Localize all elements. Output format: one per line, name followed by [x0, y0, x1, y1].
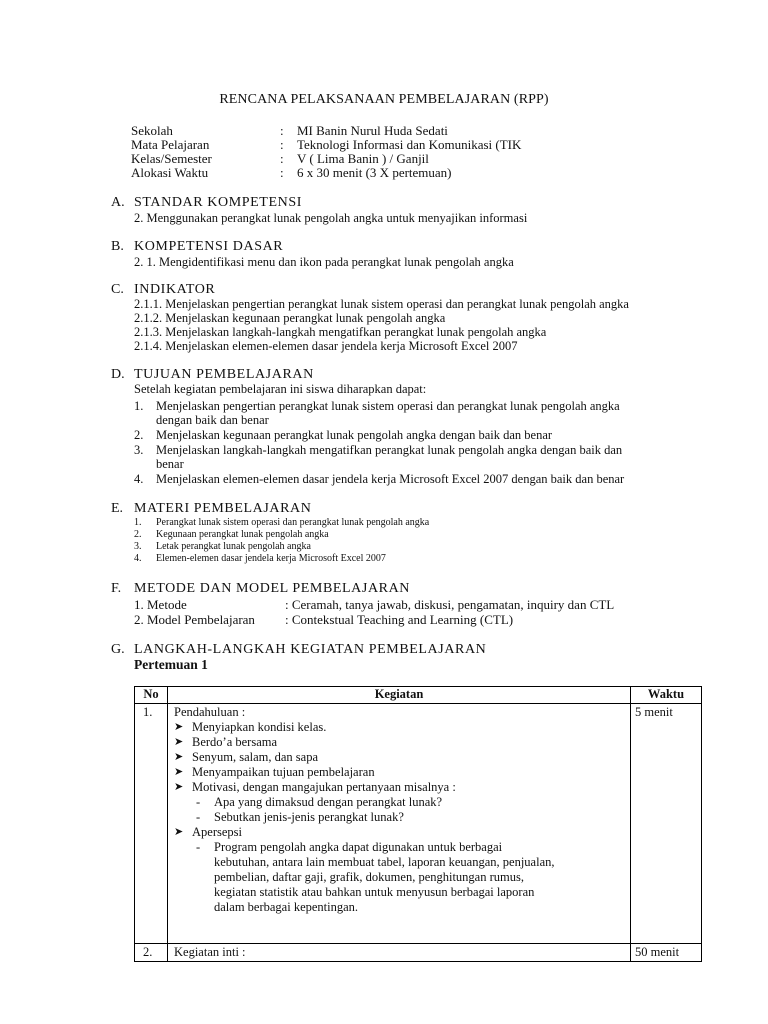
section-d-heading: TUJUAN PEMBELAJARAN — [134, 367, 314, 382]
objective-text: Menjelaskan kegunaan perangkat lunak pengolah angka dengan baik dan benar — [156, 428, 553, 442]
model-label: 2. Model Pembelajaran — [134, 612, 255, 627]
activity-item: Motivasi, dengan mangajukan pertanyaan misalnya : — [192, 780, 456, 794]
model-value: : Contekstual Teaching and Learning (CTL) — [285, 612, 514, 627]
arrow-bullet-icon: ➤ — [174, 781, 184, 793]
activity-heading: Pendahuluan : — [174, 705, 246, 719]
section-d-intro: Setelah kegiatan pembelajaran ini siswa diharapkan dapat: — [134, 382, 427, 396]
paragraph-line: pembelian, daftar gaji, grafik, dokumen, penghitungan rumus, — [214, 870, 524, 884]
meeting-subheading: Pertemuan 1 — [134, 657, 208, 672]
objective-number: 4. — [134, 472, 144, 486]
activity-item: Menyiapkan kondisi kelas. — [192, 720, 327, 734]
indicator-item: 2.1.2. Menjelaskan kegunaan perangkat lunak pengolah angka — [134, 311, 446, 325]
duration-value: 5 menit — [635, 705, 673, 719]
row-number: 2. — [143, 945, 153, 959]
section-b-heading: KOMPETENSI DASAR — [134, 239, 284, 254]
objective-text-cont: benar — [156, 457, 184, 471]
dash-bullet: - — [196, 810, 201, 824]
header-kegiatan: Kegiatan — [168, 687, 631, 704]
indicator-item: 2.1.1. Menjelaskan pengertian perangkat lunak sistem operasi dan perangkat lunak pengolah angka — [134, 297, 629, 311]
section-g-heading: LANGKAH-LANGKAH KEGIATAN PEMBELAJARAN — [134, 642, 487, 657]
identity-label-subject: Mata Pelajaran — [131, 137, 210, 152]
objective-text: Menjelaskan langkah-langkah mengatifkan perangkat lunak pengolah angka dengan baik dan — [156, 443, 623, 457]
apersepsi-paragraph — [214, 840, 626, 915]
section-g-letter: G. — [111, 642, 125, 657]
objective-text-cont: dengan baik dan benar — [156, 413, 269, 427]
method-label: 1. Metode — [134, 597, 187, 612]
section-c-heading: INDIKATOR — [134, 282, 216, 297]
objective-text: Menjelaskan elemen-elemen dasar jendela kerja Microsoft Excel 2007 dengan baik dan benar — [156, 472, 625, 486]
section-f-letter: F. — [111, 581, 122, 596]
section-a-line: 2. Menggunakan perangkat lunak pengolah angka untuk menyajikan informasi — [134, 211, 528, 225]
header-waktu: Waktu — [631, 687, 702, 704]
apersepsi-label: Apersepsi — [192, 825, 242, 839]
paragraph-line: dalam berbagai kepentingan. — [214, 900, 359, 914]
method-value: : Ceramah, tanya jawab, diskusi, pengamatan, inquiry dan CTL — [285, 597, 615, 612]
document-title: RENCANA PELAKSANAAN PEMBELAJARAN (RPP) — [219, 92, 549, 107]
dash-bullet: - — [196, 840, 201, 854]
activity-item: Menyampaikan tujuan pembelajaran — [192, 765, 375, 779]
objective-number: 3. — [134, 443, 144, 457]
material-text: Kegunaan perangkat lunak pengolah angka — [156, 529, 329, 540]
identity-value-school: MI Banin Nurul Huda Sedati — [297, 123, 448, 138]
section-a-heading: STANDAR KOMPETENSI — [134, 195, 302, 210]
arrow-bullet-icon: ➤ — [174, 751, 184, 763]
identity-value-time: 6 x 30 menit (3 X pertemuan) — [297, 165, 452, 180]
section-b-line: 2. 1. Mengidentifikasi menu dan ikon pada perangkat lunak pengolah angka — [134, 255, 514, 269]
arrow-bullet-icon: ➤ — [174, 736, 184, 748]
identity-colon: : — [280, 123, 284, 138]
objective-number: 1. — [134, 399, 144, 413]
paragraph-line: kegiatan statistik atau bahkan untuk menyusun berbagai laporan — [214, 885, 535, 899]
header-no: No — [135, 687, 168, 704]
activity-heading: Kegiatan inti : — [174, 945, 246, 959]
paragraph-line: kebutuhan, antara lain membuat tabel, laporan keuangan, penjualan, — [214, 855, 555, 869]
section-e-heading: MATERI PEMBELAJARAN — [134, 501, 312, 516]
indicator-item: 2.1.3. Menjelaskan langkah-langkah mengatifkan perangkat lunak pengolah angka — [134, 325, 547, 339]
material-number: 4. — [134, 553, 142, 564]
objective-number: 2. — [134, 428, 144, 442]
material-number: 3. — [134, 541, 142, 552]
identity-value-class: V ( Lima Banin ) / Ganjil — [297, 151, 429, 166]
row-number: 1. — [143, 705, 153, 719]
material-number: 2. — [134, 529, 142, 540]
identity-label-class: Kelas/Semester — [131, 151, 212, 166]
question-item: Sebutkan jenis-jenis perangkat lunak? — [214, 810, 404, 824]
activity-table — [134, 686, 702, 962]
dash-bullet: - — [196, 795, 201, 809]
duration-value: 50 menit — [635, 945, 680, 959]
objective-text: Menjelaskan pengertian perangkat lunak sistem operasi dan perangkat lunak pengolah angka — [156, 399, 620, 413]
material-number: 1. — [134, 517, 142, 528]
table-row — [135, 944, 702, 962]
paragraph-line: Program pengolah angka dapat digunakan untuk berbagai — [214, 840, 503, 854]
indicator-item: 2.1.4. Menjelaskan elemen-elemen dasar jendela kerja Microsoft Excel 2007 — [134, 339, 518, 353]
arrow-bullet-icon: ➤ — [174, 826, 184, 838]
table-header-row — [135, 687, 702, 704]
section-d-letter: D. — [111, 367, 125, 382]
material-text: Elemen-elemen dasar jendela kerja Microsoft Excel 2007 — [156, 553, 386, 564]
activity-item: Senyum, salam, dan sapa — [192, 750, 319, 764]
identity-colon: : — [280, 165, 284, 180]
identity-label-time: Alokasi Waktu — [131, 165, 209, 180]
section-b-letter: B. — [111, 239, 124, 254]
section-c-letter: C. — [111, 282, 124, 297]
identity-colon: : — [280, 137, 284, 152]
question-item: Apa yang dimaksud dengan perangkat lunak? — [214, 795, 443, 809]
material-text: Perangkat lunak sistem operasi dan perangkat lunak pengolah angka — [156, 517, 430, 528]
material-text: Letak perangkat lunak pengolah angka — [156, 541, 311, 552]
arrow-bullet-icon: ➤ — [174, 721, 184, 733]
section-a-letter: A. — [111, 195, 125, 210]
arrow-bullet-icon: ➤ — [174, 766, 184, 778]
identity-colon: : — [280, 151, 284, 166]
section-e-letter: E. — [111, 501, 124, 516]
activity-item: Berdo’a bersama — [192, 735, 278, 749]
section-f-heading: METODE DAN MODEL PEMBELAJARAN — [134, 581, 411, 596]
identity-value-subject: Teknologi Informasi dan Komunikasi (TIK — [297, 137, 522, 152]
identity-label-school: Sekolah — [131, 123, 173, 138]
table-row — [135, 704, 702, 944]
